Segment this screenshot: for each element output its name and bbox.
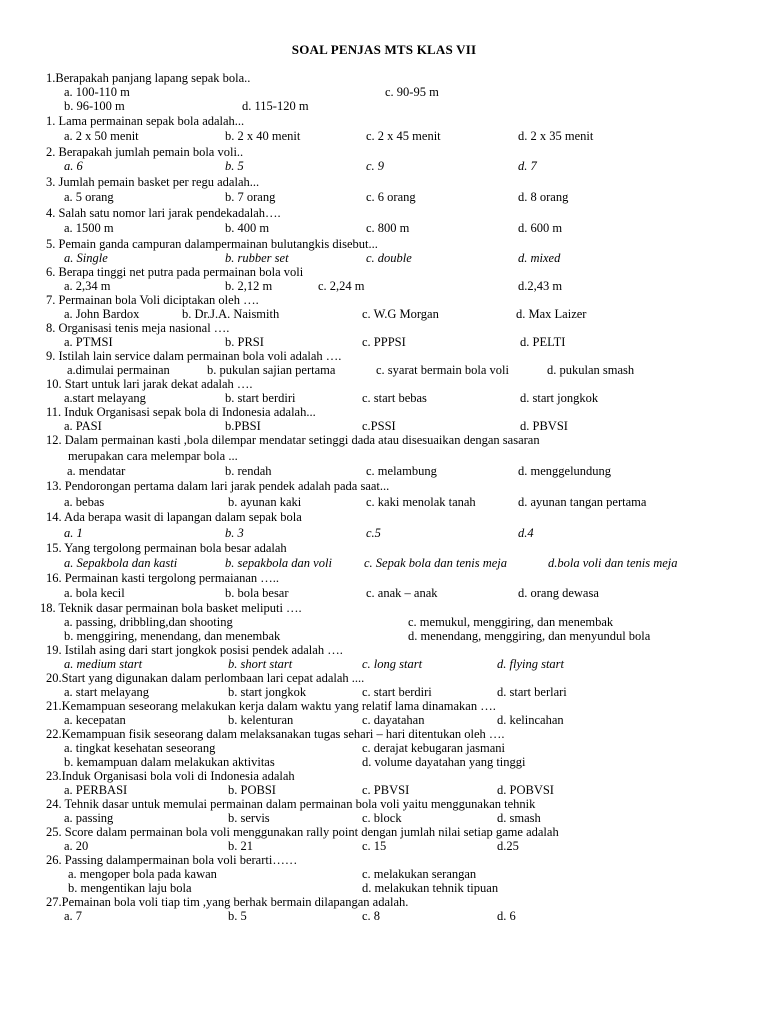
- question-text: 3. Jumlah pemain basket per regu adalah...: [46, 175, 260, 189]
- question-text: 19. Istilah asing dari start jongkok posisi pendek adalah ….: [46, 643, 343, 657]
- option-d: d.25: [497, 839, 519, 853]
- option-b: b. 3: [225, 526, 244, 540]
- question-text: 9. Istilah lain service dalam permainan bola voli adalah ….: [46, 349, 342, 363]
- option-c: c. double: [366, 251, 412, 265]
- option-d: d. ayunan tangan pertama: [518, 495, 647, 509]
- question-text: 8. Organisasi tenis meja nasional ….: [46, 321, 230, 335]
- option-d: d. menendang, menggiring, dan menyundul bola: [408, 629, 651, 643]
- option-a: a. mengoper bola pada kawan: [68, 867, 217, 881]
- option-d: d.bola voli dan tenis meja: [548, 556, 678, 570]
- option-d: d. melakukan tehnik tipuan: [362, 881, 499, 895]
- option-c: c. 2 x 45 menit: [366, 129, 441, 143]
- page-title: SOAL PENJAS MTS KLAS VII: [291, 42, 477, 57]
- option-d: d.4: [518, 526, 534, 540]
- option-d: d. orang dewasa: [518, 586, 599, 600]
- option-a: a. 20: [64, 839, 89, 853]
- option-b: b. menggiring, menendang, dan menembak: [64, 629, 281, 643]
- question-text: 27.Pemainan bola voli tiap tim ,yang berhak bermain dilapangan adalah.: [46, 895, 409, 909]
- option-d: d. volume dayatahan yang tinggi: [362, 755, 526, 769]
- option-d: d.2,43 m: [518, 279, 563, 293]
- option-c: c. 2,24 m: [318, 279, 365, 293]
- question-text: 10. Start untuk lari jarak dekat adalah ….: [46, 377, 253, 391]
- question-text-continued: merupakan cara melempar bola ...: [68, 449, 238, 463]
- option-b: b. pukulan sajian pertama: [207, 363, 336, 377]
- option-a: a. tingkat kesehatan seseorang: [64, 741, 216, 755]
- question-text: 26. Passing dalampermainan bola voli berarti……: [46, 853, 298, 867]
- option-a: a. passing: [64, 811, 114, 825]
- question-text: 21.Kemampuan seseorang melakukan kerja dalam waktu yang relatif lama dinamakan ….: [46, 699, 496, 713]
- option-a: a. passing, dribbling,dan shooting: [64, 615, 233, 629]
- option-d: d. POBVSI: [497, 783, 554, 797]
- question-text: 20.Start yang digunakan dalam perlombaan lari cepat adalah ....: [46, 671, 365, 685]
- question-text: 7. Permainan bola Voli diciptakan oleh ….: [46, 293, 259, 307]
- option-b: b. mengentikan laju bola: [68, 881, 192, 895]
- option-b: b. 5: [228, 909, 247, 923]
- option-d: d. 115-120 m: [242, 99, 309, 113]
- option-b: b. 21: [228, 839, 253, 853]
- option-c: c. kaki menolak tanah: [366, 495, 476, 509]
- option-c: c. 9: [366, 159, 385, 173]
- option-b: b. POBSI: [228, 783, 276, 797]
- option-a: a. 7: [64, 909, 83, 923]
- option-c: c. anak – anak: [366, 586, 438, 600]
- option-a: a. 6: [64, 159, 83, 173]
- question-text: 12. Dalam permainan kasti ,bola dilempar mendatar setinggi dada atau disesuaikan dengan sasaran: [46, 433, 540, 447]
- option-c: c. long start: [362, 657, 423, 671]
- option-c: c. memukul, menggiring, dan menembak: [408, 615, 614, 629]
- option-d: d. 8 orang: [518, 190, 569, 204]
- option-c: c. start bebas: [362, 391, 427, 405]
- option-b: b. 2 x 40 menit: [225, 129, 301, 143]
- option-a: a. PASI: [64, 419, 102, 433]
- option-c: c.5: [366, 526, 381, 540]
- option-a: a. 2 x 50 menit: [64, 129, 139, 143]
- option-a: a. 1500 m: [64, 221, 114, 235]
- question-text: 5. Pemain ganda campuran dalampermainan bulutangkis disebut...: [46, 237, 378, 251]
- option-b: b. rendah: [225, 464, 272, 478]
- option-b: b. start berdiri: [225, 391, 296, 405]
- option-d: d. start jongkok: [520, 391, 599, 405]
- option-b: b.PBSI: [225, 419, 261, 433]
- option-d: d. menggelundung: [518, 464, 612, 478]
- option-d: d. 6: [497, 909, 516, 923]
- option-c: c. derajat kebugaran jasmani: [362, 741, 505, 755]
- option-a: a. bebas: [64, 495, 105, 509]
- option-c: c. 800 m: [366, 221, 410, 235]
- option-d: d. smash: [497, 811, 541, 825]
- option-a: a. PTMSI: [64, 335, 113, 349]
- option-a: a. John Bardox: [64, 307, 140, 321]
- option-b: b. bola besar: [225, 586, 289, 600]
- option-b: b. start jongkok: [228, 685, 307, 699]
- option-d: d. kelincahan: [497, 713, 564, 727]
- option-b: b. servis: [228, 811, 270, 825]
- option-a: a. mendatar: [67, 464, 126, 478]
- option-c: c. start berdiri: [362, 685, 432, 699]
- option-c: c. W.G Morgan: [362, 307, 439, 321]
- option-b: b. kemampuan dalam melakukan aktivitas: [64, 755, 275, 769]
- option-c: c. 15: [362, 839, 387, 853]
- option-b: b. 5: [225, 159, 244, 173]
- option-b: b. PRSI: [225, 335, 264, 349]
- question-text: 25. Score dalam permainan bola voli menggunakan rally point dengan jumlah nilai setiap game adalah: [46, 825, 559, 839]
- question-text: 2. Berapakah jumlah pemain bola voli..: [46, 145, 244, 159]
- option-c: c. 90-95 m: [385, 85, 439, 99]
- option-c: c. Sepak bola dan tenis meja: [364, 556, 508, 570]
- option-b: b. short start: [228, 657, 293, 671]
- option-d: d. 7: [518, 159, 537, 173]
- question-text: 4. Salah satu nomor lari jarak pendekadalah….: [46, 206, 281, 220]
- question-text: 23.Induk Organisasi bola voli di Indonesia adalah: [46, 769, 295, 783]
- option-d: d. PBVSI: [520, 419, 568, 433]
- question-text: 6. Berapa tinggi net putra pada permainan bola voli: [46, 265, 304, 279]
- question-text: 14. Ada berapa wasit di lapangan dalam sepak bola: [46, 510, 302, 524]
- option-c: c. 8: [362, 909, 381, 923]
- question-text: 16. Permainan kasti tergolong permaianan …..: [46, 571, 280, 585]
- option-d: d. Max Laizer: [516, 307, 587, 321]
- option-d: d. start berlari: [497, 685, 567, 699]
- option-b: b. 7 orang: [225, 190, 276, 204]
- option-a: a. 100-110 m: [64, 85, 130, 99]
- option-b: b. Dr.J.A. Naismith: [182, 307, 280, 321]
- question-text: 1.Berapakah panjang lapang sepak bola..: [46, 71, 251, 85]
- question-text: 13. Pendorongan pertama dalam lari jarak pendek adalah pada saat...: [46, 479, 390, 493]
- option-d: d. 600 m: [518, 221, 563, 235]
- option-b: b. ayunan kaki: [228, 495, 302, 509]
- question-text: 1. Lama permainan sepak bola adalah...: [46, 114, 245, 128]
- option-c: c. dayatahan: [362, 713, 425, 727]
- option-b: b. sepakbola dan voli: [225, 556, 332, 570]
- option-b: b. kelenturan: [228, 713, 294, 727]
- question-text: 24. Tehnik dasar untuk memulai permainan dalam permainan bola voli yaitu menggunakan tehnik: [46, 797, 536, 811]
- option-b: b. 400 m: [225, 221, 270, 235]
- option-a: a. 2,34 m: [64, 279, 111, 293]
- question-text: 18. Teknik dasar permainan bola basket meliputi ….: [40, 601, 302, 615]
- option-a: a. Sepakbola dan kasti: [64, 556, 178, 570]
- option-b: b. rubber set: [225, 251, 289, 265]
- option-b: b. 96-100 m: [64, 99, 125, 113]
- option-a: a. 1: [64, 526, 83, 540]
- option-a: a. PERBASI: [64, 783, 128, 797]
- option-c: c. block: [362, 811, 402, 825]
- option-c: c. 6 orang: [366, 190, 416, 204]
- option-d: d. mixed: [518, 251, 561, 265]
- question-text: 15. Yang tergolong permainan bola besar adalah: [46, 541, 287, 555]
- option-d: d. flying start: [497, 657, 565, 671]
- question-text: 11. Induk Organisasi sepak bola di Indonesia adalah...: [46, 405, 316, 419]
- option-a: a.dimulai permainan: [67, 363, 170, 377]
- option-a: a. Single: [64, 251, 108, 265]
- option-d: d. PELTI: [520, 335, 566, 349]
- option-d: d. 2 x 35 menit: [518, 129, 594, 143]
- option-a: a. start melayang: [64, 685, 150, 699]
- question-text: 22.Kemampuan fisik seseorang dalam melaksanakan tugas sehari – hari ditentukan oleh ….: [46, 727, 505, 741]
- option-d: d. pukulan smash: [547, 363, 635, 377]
- option-c: c. syarat bermain bola voli: [376, 363, 509, 377]
- option-a: a. medium start: [64, 657, 143, 671]
- option-b: b. 2,12 m: [225, 279, 273, 293]
- option-c: c. PPPSI: [362, 335, 406, 349]
- option-a: a. 5 orang: [64, 190, 114, 204]
- option-c: c. melakukan serangan: [362, 867, 477, 881]
- option-a: a. kecepatan: [64, 713, 126, 727]
- option-a: a.start melayang: [64, 391, 146, 405]
- option-a: a. bola kecil: [64, 586, 125, 600]
- option-c: c. melambung: [366, 464, 437, 478]
- option-c: c.PSSI: [362, 419, 396, 433]
- option-c: c. PBVSI: [362, 783, 410, 797]
